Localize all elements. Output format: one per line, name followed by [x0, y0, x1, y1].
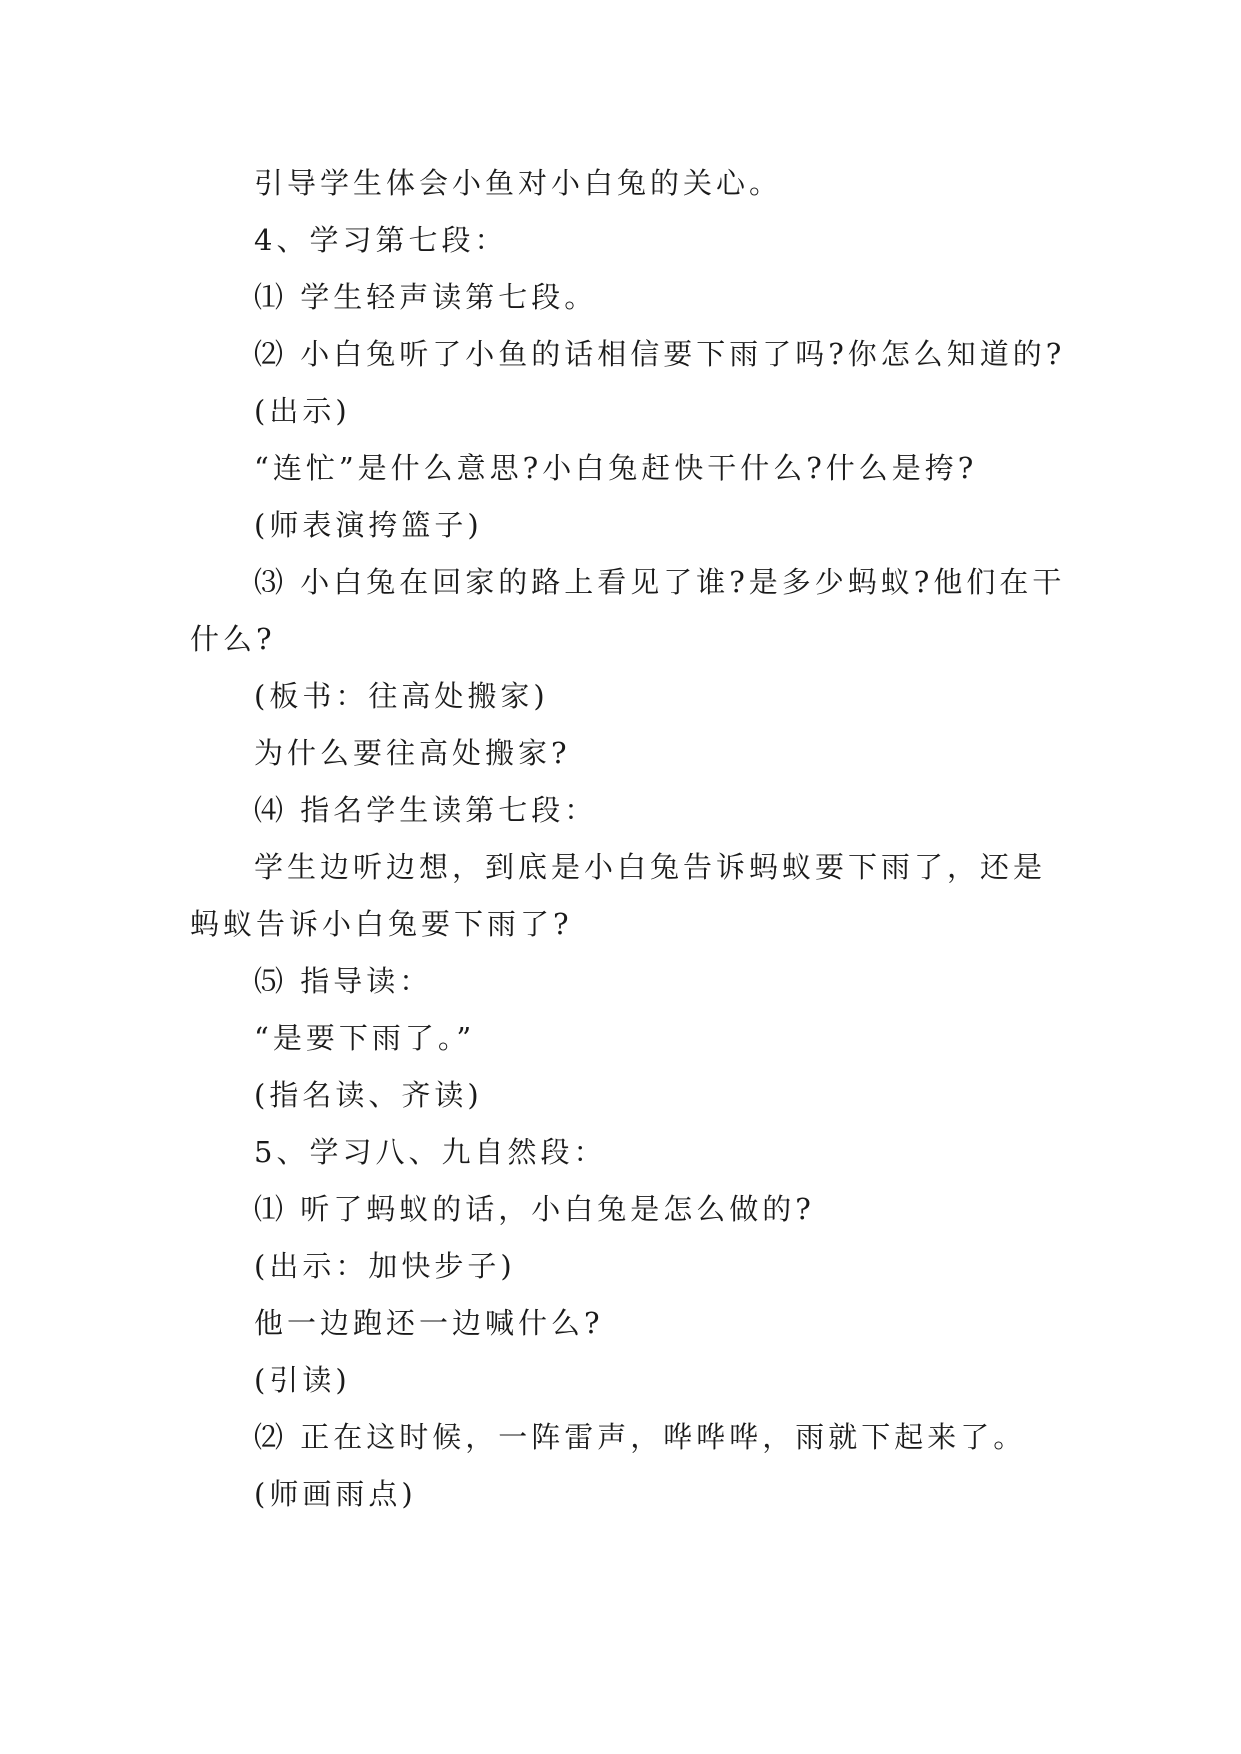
paragraph: 引导学生体会小鱼对小白兔的关心。 [254, 166, 783, 200]
paragraph: 4、学习第七段： [254, 223, 508, 257]
document-body [190, 155, 1070, 1523]
paragraph: (师画雨点) [254, 1477, 417, 1511]
paragraph: 学生边听边想，到底是小白兔告诉蚂蚁要下雨了，还是蚂蚁告诉小白兔要下雨了? [190, 850, 1047, 941]
paragraph: (出示：加快步子) [254, 1249, 516, 1283]
paragraph: (师表演挎篮子) [254, 508, 483, 542]
paragraph: ⑷ 指名学生读第七段： [254, 793, 598, 827]
paragraph: ⑴ 听了蚂蚁的话，小白兔是怎么做的? [254, 1192, 815, 1226]
paragraph: ⑵ 正在这时候，一阵雷声，哗哗哗，雨就下起来了。 [254, 1420, 1027, 1454]
paragraph: 5、学习八、九自然段： [254, 1135, 607, 1169]
paragraph: (板书：往高处搬家) [254, 679, 549, 713]
paragraph: ⑵ 小白兔听了小鱼的话相信要下雨了吗?你怎么知道的? [254, 337, 1066, 371]
paragraph: “是要下雨了。” [254, 1021, 476, 1055]
paragraph: (指名读、齐读) [254, 1078, 483, 1112]
paragraph: 他一边跑还一边喊什么? [254, 1306, 604, 1340]
paragraph: ⑴ 学生轻声读第七段。 [254, 280, 598, 314]
paragraph: ⑸ 指导读： [254, 964, 433, 998]
paragraph: ⑶ 小白兔在回家的路上看见了谁?是多少蚂蚁?他们在干什么? [190, 565, 1066, 656]
paragraph: (出示) [254, 394, 351, 428]
paragraph: “连忙”是什么意思?小白兔赶快干什么?什么是挎? [254, 451, 978, 485]
paragraph: (引读) [254, 1363, 351, 1397]
paragraph: 为什么要往高处搬家? [254, 736, 571, 770]
